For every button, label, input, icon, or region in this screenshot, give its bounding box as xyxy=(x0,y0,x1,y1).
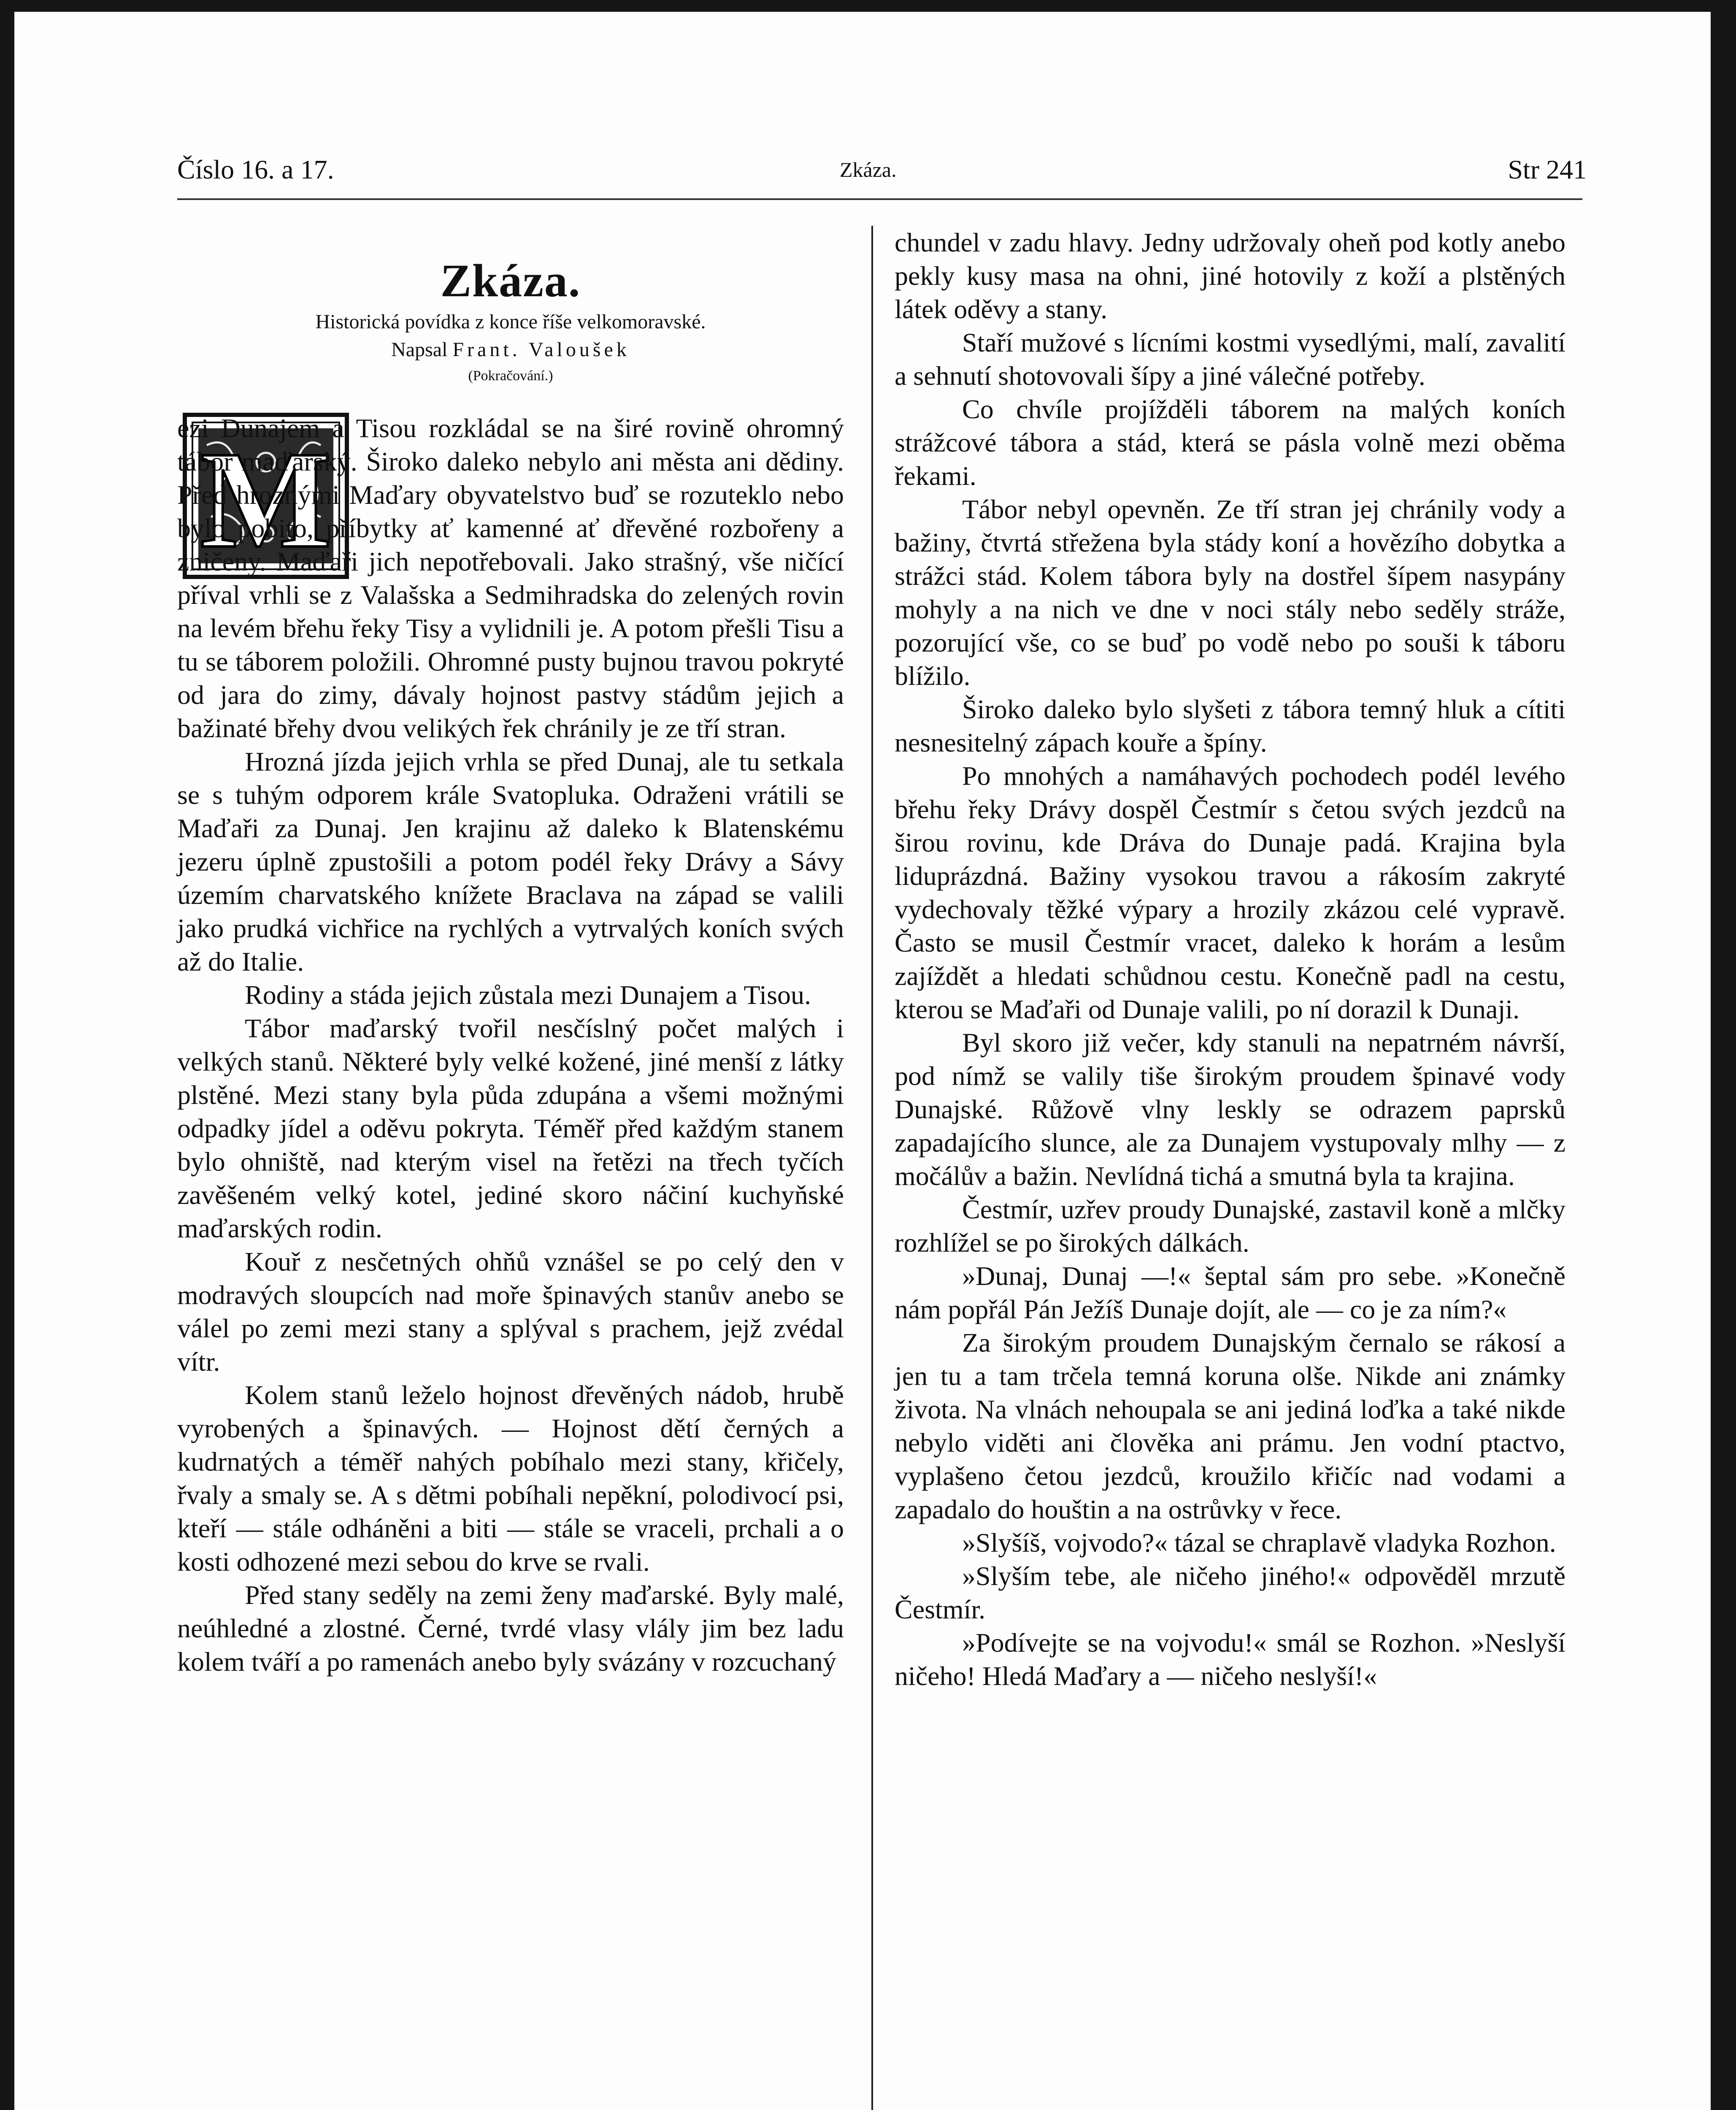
paragraph: »Slyšíš, vojvodo?« tázal se chraplavě vladyka Rozhon. xyxy=(962,1528,1556,1558)
article-subtitle: Historická povídka z konce říše velkomoravské. xyxy=(315,311,706,333)
left-column xyxy=(177,411,844,1678)
paragraph: Byl skoro již večer, kdy stanuli na nepatrném návrší, pod nímž se valily tiše širokým proudem špinavé vody Dunajské. Růžově vlny leskly se odrazem paprsků zapadajícího slunce, ale za Dunajem vystupovaly mlhy — z močálův a bažin. Nevlídná tichá a smutná byla ta krajina. xyxy=(895,1028,1566,1191)
paragraph: »Slyším tebe, ale ničeho jiného!« odpověděl mrzutě Čestmír. xyxy=(895,1561,1566,1624)
running-title: Zkáza. xyxy=(840,158,897,181)
paragraph: Staří mužové s lícními kostmi vysedlými, malí, zavalití a sehnutí shotovovali šípy a jiné válečné potřeby. xyxy=(895,327,1566,391)
paragraph: ezi Dunajem a Tisou rozkládal se na širé rovině ohromný tábor maďarský. Široko daleko nebylo ani města ani dědiny. Před hroznými Maďary obyvatelstvo buď se rozuteklo nebo bylo pobito, příbytky ať kamenné ať dřevěné rozbořeny a zničeny. Maďaři jich nepotřebovali. Jako strašný, vše ničící příval vrhli se z Valašska a Sedmihradska do zelených rovin na levém břehu řeky Tisy a vylidnili je. A potom přešli Tisu a tu se táborem položili. Ohromné pusty bujnou travou pokryté od jara do zimy, dávaly hojnost pastvy stádům jejich a bažinaté břehy dvou velikých řek chránily je ze tří stran. xyxy=(177,413,844,743)
paragraph: »Dunaj, Dunaj —!« šeptal sám pro sebe. »Konečně nám popřál Pán Ježíš Dunaje dojít, ale — co je za ním?« xyxy=(895,1261,1566,1324)
paragraph: Rodiny a stáda jejich zůstala mezi Dunajem a Tisou. xyxy=(245,980,811,1010)
paragraph: Kolem stanů leželo hojnost dřevěných nádob, hrubě vyrobených a špinavých. — Hojnost dětí černých a kudrnatých a téměř nahých pobíhalo mezi stany, křičely, řvaly a smaly se. A s dětmi pobíhali nepěkní, polodivocí psi, kteří — stále odháněni a biti — stále se vraceli, prchali a o kosti odhozené mezi sebou do krve se rvali. xyxy=(177,1380,844,1577)
scan-border-top xyxy=(0,0,1736,12)
header-rule xyxy=(177,198,1582,200)
paragraph: Kouř z nesčetných ohňů vznášel se po celý den v modravých sloupcích nad moře špinavých stanův anebo se válel po zemi mezi stany a splýval s prachem, jejž zvédal vítr. xyxy=(177,1247,844,1377)
paragraph: chundel v zadu hlavy. Jedny udržovaly oheň pod kotly anebo pekly kusy masa na ohni, jiné hotovily z koží a plstěných látek oděvy a stany. xyxy=(895,227,1566,324)
paragraph: Hrozná jízda jejich vrhla se před Dunaj, ale tu setkala se s tuhým odporem krále Svatopluka. Odraženi vrátili se Maďaři za Dunaj. Jen krajinu až daleko k Blatenskému jezeru úplně zpustošili a potom podél řeky Drávy a Sávy územím charvatského knížete Braclava na západ se valili jako prudká vichřice na rychlých a vytrvalých koních svých až do Italie. xyxy=(177,747,844,977)
page-number: Str 241 xyxy=(1508,154,1587,184)
byline-prefix: Napsal xyxy=(391,338,448,361)
paragraph: Po mnohých a namáhavých pochodech podél levého břehu řeky Drávy dospěl Čestmír s četou svých jezdců na širou rovinu, kde Dráva do Dunaje padá. Krajina byla liduprázdná. Bažiny vysokou travou a rákosím zakryté vydechovaly těžké výpary a hrozily zkázou celé vypravě. Často se musil Čestmír vracet, daleko k horám a lesům zajíždět a hledati schůdnou cestu. Konečně padl na cestu, kterou se Maďaři od Dunaje valili, po ní dorazil k Dunaji. xyxy=(895,761,1566,1024)
paragraph: Co chvíle projížděli táborem na malých koních strážcové tábora a stád, která se pásla volně mezi oběma řekami. xyxy=(895,394,1566,491)
paragraph: Za širokým proudem Dunajským černalo se rákosí a jen tu a tam trčela temná koruna olše. Nikde ani známky života. Na vlnách nehoupala se ani jediná loďka a také nikde nebylo viděti ani člověka ani prámu. Jen vodní ptactvo, vyplašeno četou jezdců, kroužilo křičíc nad vodami a zapadalo do houštin a na ostrůvky v řece. xyxy=(895,1328,1566,1524)
paragraph: Široko daleko bylo slyšeti z tábora temný hluk a cítiti nesnesitelný zápach kouře a špíny. xyxy=(895,694,1566,757)
paragraph: Před stany seděly na zemi ženy maďarské. Byly malé, neúhledné a zlostné. Černé, tvrdé vlasy vlály jim bez ladu kolem tváří a po ramenách anebo byly svázány v rozcuchaný xyxy=(177,1580,844,1677)
issue-number: Číslo 16. a 17. xyxy=(177,154,334,184)
right-column xyxy=(895,226,1566,1693)
drop-cap-letter: M xyxy=(200,423,332,577)
continuation-note: (Pokračování.) xyxy=(468,368,553,384)
paragraph: Čestmír, uzřev proudy Dunajské, zastavil koně a mlčky rozhlížel se po širokých dálkách. xyxy=(895,1194,1566,1258)
author-name: Frant. Valoušek xyxy=(452,338,630,361)
scan-border-right xyxy=(1711,0,1736,2110)
article-heading xyxy=(177,253,844,388)
column-divider xyxy=(871,226,873,2110)
scan-border-left xyxy=(0,0,14,2110)
running-head xyxy=(177,154,1587,200)
paragraph: Tábor maďarský tvořil nesčíslný počet malých i velkých stanů. Některé byly velké kožené, jiné menší z látky plstěné. Mezi stany byla půda zdupána a všemi možnými odpadky jídel a oděvu pokryta. Téměř před každým stanem bylo ohniště, nad kterým visel na řetězi na třech tyčích zavěšeném velký kotel, jediné skoro náčiní kuchyňské maďarských rodin. xyxy=(177,1013,844,1243)
article-title: Zkáza. xyxy=(440,255,581,306)
article-byline xyxy=(177,336,844,364)
paragraph: »Podívejte se na vojvodu!« smál se Rozhon. »Neslyší ničeho! Hledá Maďary a — ničeho neslyší!« xyxy=(895,1628,1566,1691)
paragraph: Tábor nebyl opevněn. Ze tří stran jej chránily vody a bažiny, čtvrtá střežena byla stády koní a hovězího dobytka a strážci stád. Kolem tábora byly na dostřel šípem nasypány mohyly a na nich ve dne v noci stály nebo seděly stráže, pozorující vše, co se buď po vodě nebo po souši k táboru blížilo. xyxy=(895,494,1566,691)
